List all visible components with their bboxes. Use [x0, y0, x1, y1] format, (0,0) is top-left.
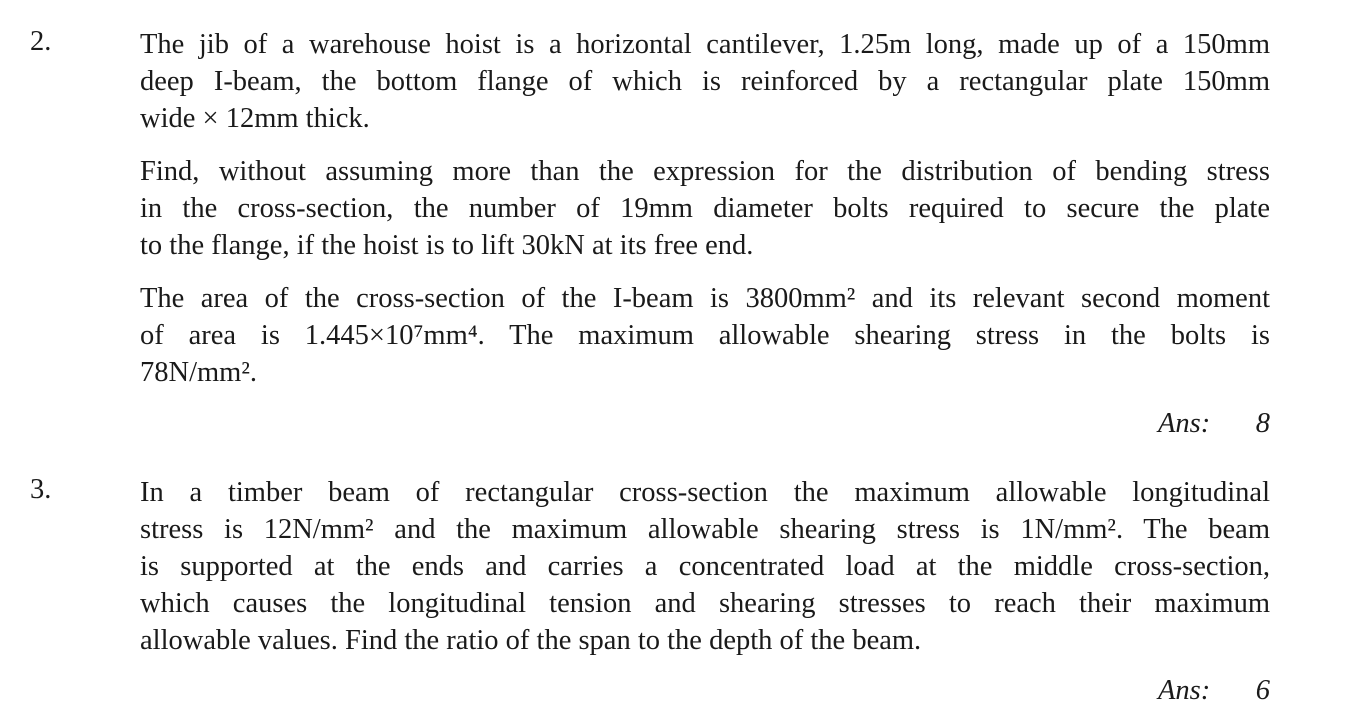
answer — [1158, 405, 1270, 442]
answer-value: 6 — [1255, 675, 1270, 706]
problem-paragraph — [140, 474, 1270, 659]
text-line: in the cross-section, the number of 19mm diameter bolts required to secure the plate — [140, 193, 1270, 224]
text-line: The area of the cross-section of the I-beam is 3800mm² and its relevant second moment — [140, 283, 1270, 314]
text-line: stress is 12N/mm² and the maximum allowable shearing stress is 1N/mm². The beam — [140, 514, 1270, 545]
answer-label: Ans: — [1158, 675, 1211, 706]
text-line: Find, without assuming more than the expression for the distribution of bending stress — [140, 156, 1270, 187]
problem-number: 2. — [30, 26, 52, 57]
text-line: The jib of a warehouse hoist is a horizontal cantilever, 1.25m long, made up of a 150mm — [140, 29, 1270, 60]
text-line: to the flange, if the hoist is to lift 30kN at its free end. — [140, 230, 754, 261]
problem-paragraph — [140, 153, 1270, 264]
answer-value: 8 — [1255, 408, 1270, 439]
text-line: In a timber beam of rectangular cross-section the maximum allowable longitudinal — [140, 477, 1270, 508]
answer-label: Ans: — [1158, 408, 1211, 439]
problem-number: 3. — [30, 474, 52, 505]
problem-paragraph — [140, 26, 1270, 137]
text-line: which causes the longitudinal tension and shearing stresses to reach their maximum — [140, 588, 1270, 619]
problem-paragraph — [140, 280, 1270, 391]
text-line: 78N/mm². — [140, 357, 258, 388]
answer — [1158, 672, 1270, 709]
text-line: allowable values. Find the ratio of the span to the depth of the beam. — [140, 625, 922, 656]
text-line: of area is 1.445×10⁷mm⁴. The maximum allowable shearing stress in the bolts is — [140, 320, 1270, 351]
text-line: wide × 12mm thick. — [140, 103, 370, 134]
text-line: is supported at the ends and carries a concentrated load at the middle cross-section, — [140, 551, 1270, 582]
text-line: deep I-beam, the bottom flange of which is reinforced by a rectangular plate 150mm — [140, 66, 1270, 97]
